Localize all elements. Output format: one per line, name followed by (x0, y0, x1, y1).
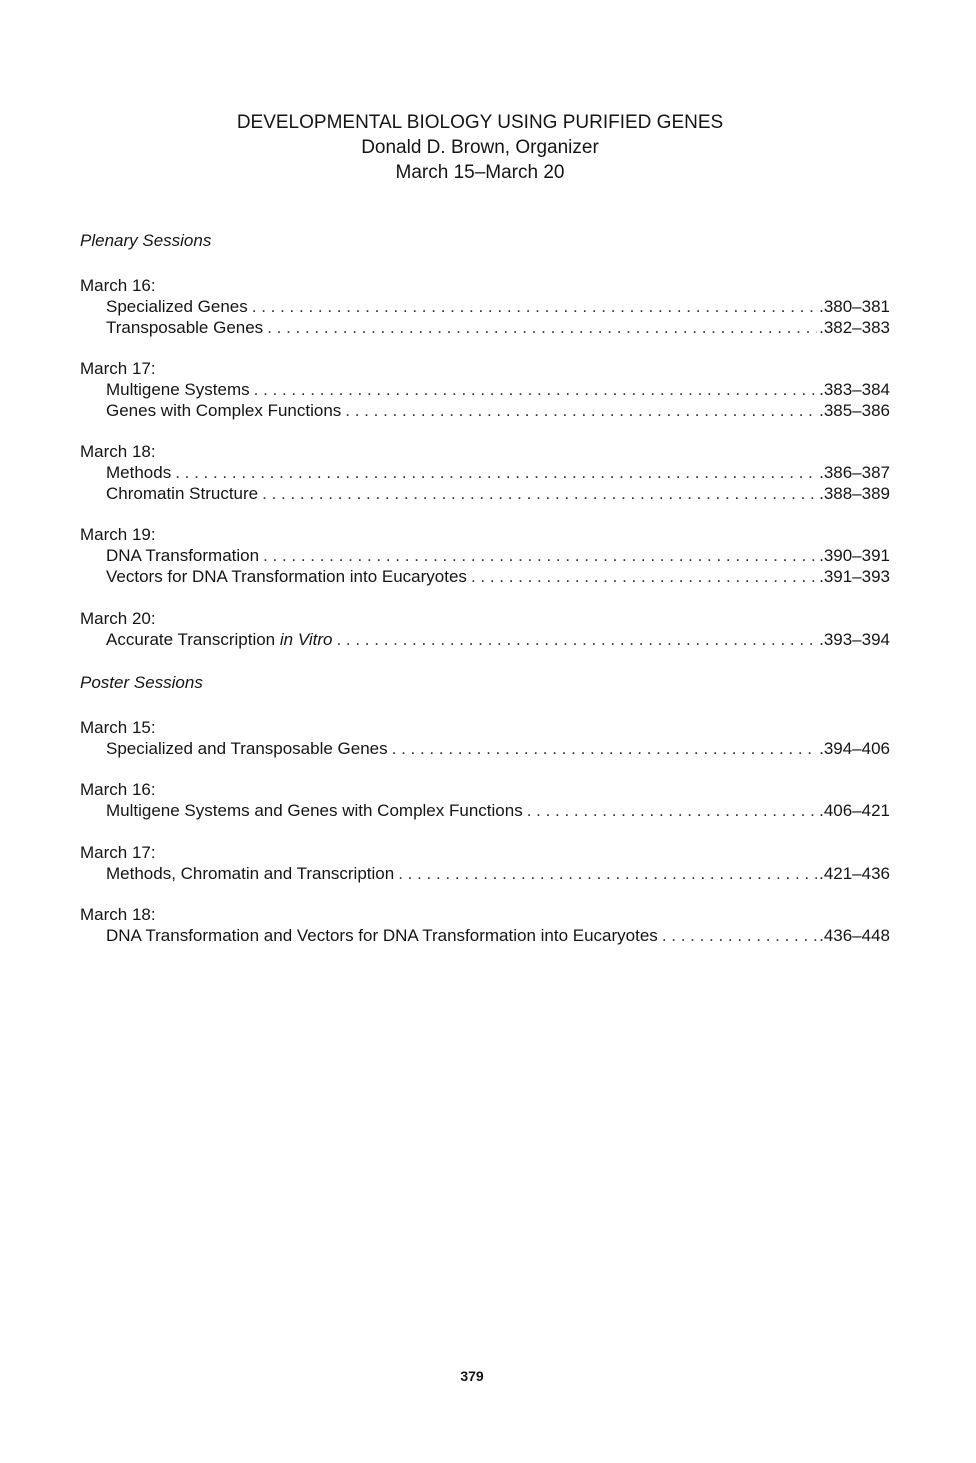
dot-leader (254, 379, 817, 400)
toc-entry (106, 629, 890, 650)
entry-title (106, 629, 336, 650)
entry-pages: .391–393 (819, 567, 890, 586)
plenary-day-march-17 (80, 358, 890, 421)
day-label: March 17: (80, 843, 156, 862)
entry-pages: .390–391 (819, 546, 890, 565)
dot-leader (262, 483, 817, 504)
day-label: March 18: (80, 905, 156, 924)
entry-pages: .421–436 (819, 864, 890, 883)
day-label: March 16: (80, 780, 156, 799)
entry-title: Multigene Systems (106, 380, 250, 399)
entry-pages: .382–383 (819, 318, 890, 337)
toc-entry (106, 545, 890, 566)
day-label: March 19: (80, 525, 156, 544)
poster-day-march-15 (80, 717, 890, 759)
page-number: 379 (460, 1368, 484, 1384)
dot-leader (263, 545, 817, 566)
plenary-day-march-16 (80, 275, 890, 338)
toc-entry (106, 863, 890, 884)
day-label: March 17: (80, 359, 156, 378)
entry-title: Chromatin Structure (106, 484, 259, 503)
program-header (0, 110, 960, 185)
entry-pages: .406–421 (819, 801, 890, 820)
entry-pages: .383–384 (819, 380, 890, 399)
entry-pages: .385–386 (819, 401, 890, 420)
entry-title: Vectors for DNA Transformation into Eucaryotes (106, 567, 467, 586)
entry-pages: .388–389 (819, 484, 890, 503)
day-label: March 18: (80, 442, 156, 461)
dot-leader (662, 925, 817, 946)
poster-sessions-heading: Poster Sessions (80, 673, 203, 692)
toc-entry (106, 800, 890, 821)
entry-pages: .386–387 (819, 463, 890, 482)
entry-pages: .436–448 (819, 926, 890, 945)
dot-leader (345, 400, 817, 421)
toc-entry (106, 317, 890, 338)
entry-title: Transposable Genes (106, 318, 264, 337)
dot-leader (527, 800, 817, 821)
dot-leader (252, 296, 817, 317)
entry-pages: .394–406 (819, 739, 890, 758)
dot-leader (175, 462, 817, 483)
dot-leader (267, 317, 817, 338)
dot-leader (398, 863, 817, 884)
toc-entry (106, 483, 890, 504)
toc-entry (106, 462, 890, 483)
toc-entry (106, 400, 890, 421)
entry-title: Specialized and Transposable Genes (106, 739, 388, 758)
entry-title: Specialized Genes (106, 297, 248, 316)
plenary-day-march-19 (80, 524, 890, 587)
entry-title-text: Accurate Transcription (106, 630, 280, 649)
day-label: March 16: (80, 276, 156, 295)
day-label: March 15: (80, 718, 156, 737)
toc-entry (106, 566, 890, 587)
entry-pages: .393–394 (819, 630, 890, 649)
entry-title: DNA Transformation (106, 546, 260, 565)
day-label: March 20: (80, 609, 156, 628)
program-organizer: Donald D. Brown, Organizer (361, 137, 599, 158)
toc-entry (106, 296, 890, 317)
toc-entry (106, 379, 890, 400)
toc-entry (106, 925, 890, 946)
entry-title: Methods, Chromatin and Transcription (106, 864, 395, 883)
entry-title: DNA Transformation and Vectors for DNA Transformation into Eucaryotes (106, 926, 658, 945)
entry-title: Methods (106, 463, 172, 482)
plenary-day-march-18 (80, 441, 890, 504)
poster-day-march-16 (80, 779, 890, 821)
plenary-day-march-20 (80, 608, 890, 650)
dot-leader (392, 738, 817, 759)
dot-leader (336, 629, 817, 650)
entry-title: Genes with Complex Functions (106, 401, 342, 420)
plenary-sessions-heading: Plenary Sessions (80, 231, 212, 250)
program-dates: March 15–March 20 (395, 162, 565, 183)
entry-title-italic: in Vitro (279, 630, 333, 649)
poster-day-march-17 (80, 842, 890, 884)
toc-entry (106, 738, 890, 759)
program-title: DEVELOPMENTAL BIOLOGY USING PURIFIED GENES (236, 112, 724, 133)
dot-leader (471, 566, 817, 587)
entry-title: Multigene Systems and Genes with Complex Functions (106, 801, 523, 820)
poster-day-march-18 (80, 904, 890, 946)
entry-pages: .380–381 (819, 297, 890, 316)
